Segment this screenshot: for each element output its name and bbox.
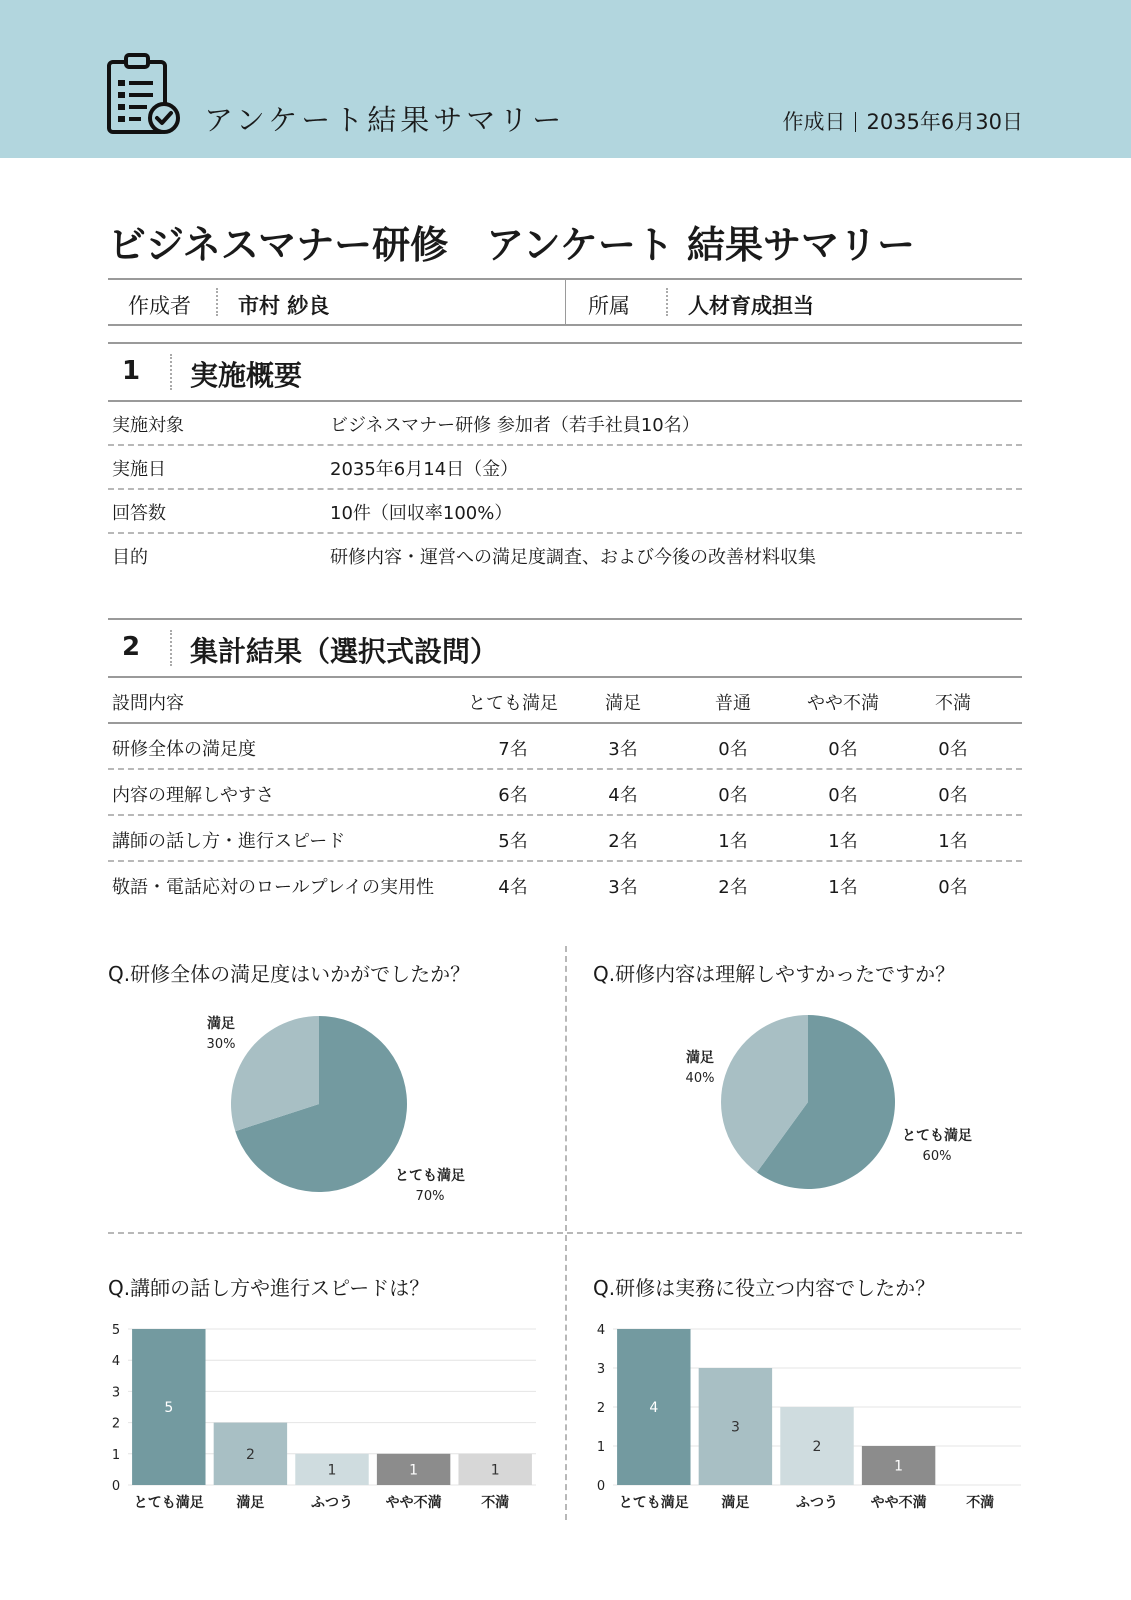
slice-percent: 30% [206, 1037, 236, 1052]
column-header: 満足 [605, 693, 641, 714]
table-row [108, 862, 1022, 906]
author-divider [565, 280, 566, 324]
table-cell: 4名 [498, 877, 528, 898]
overview-key: 実施日 [112, 459, 166, 480]
y-tick-label: 0 [111, 1479, 121, 1494]
table-row [108, 770, 1022, 816]
overview-key: 回答数 [112, 503, 166, 524]
clipboard-check-icon [106, 52, 182, 136]
table-cell: 講師の話し方・進行スピード [112, 831, 346, 852]
date-value: 2035年6月30日 [866, 110, 1023, 134]
date-label: 作成日 [782, 110, 846, 134]
section-separator [170, 354, 172, 390]
table-cell: 1名 [718, 831, 748, 852]
table-cell: 0名 [828, 739, 858, 760]
document-title: ビジネスマナー研修 アンケート 結果サマリー [108, 223, 916, 267]
table-row [108, 816, 1022, 862]
y-tick-label: 5 [111, 1323, 121, 1338]
table-cell: 7名 [498, 739, 528, 760]
column-header: 普通 [715, 693, 751, 714]
results-table [108, 678, 1022, 906]
bar-value-label: 1 [490, 1462, 500, 1479]
slice-percent: 70% [415, 1189, 445, 1204]
section-title: 実施概要 [190, 359, 303, 392]
section-2-header [108, 618, 1022, 678]
x-tick-label: ふつう [311, 1495, 353, 1511]
header-title: アンケート結果サマリー [204, 103, 566, 137]
dept-label: 所属 [588, 294, 630, 318]
pie-chart-understandability [593, 1000, 1023, 1220]
x-tick-label: とても満足 [133, 1495, 204, 1511]
chart-grid-horizontal-divider [108, 1232, 1022, 1234]
dept-value: 人材育成担当 [688, 294, 814, 318]
slice-percent: 40% [685, 1071, 715, 1086]
table-cell: 2名 [718, 877, 748, 898]
overview-key: 実施対象 [112, 415, 184, 436]
chart-title: Q.研修は実務に役立つ内容でしたか？ [593, 1276, 936, 1300]
x-tick-label: 不満 [966, 1495, 995, 1511]
table-cell: 敬語・電話応対のロールプレイの実用性 [112, 877, 435, 898]
date-separator [855, 112, 856, 132]
overview-row [108, 532, 1022, 576]
bar-value-label: 1 [894, 1458, 904, 1475]
y-tick-label: 0 [596, 1479, 606, 1494]
slice-label: 満足 [686, 1050, 714, 1066]
bar-value-label: 4 [649, 1400, 659, 1416]
table-header-row [108, 678, 1022, 724]
table-cell: 内容の理解しやすさ [112, 785, 274, 806]
author-row [108, 278, 1022, 326]
bar-value-label: 1 [409, 1462, 419, 1479]
chart-title: Q.講師の話し方や進行スピードは？ [108, 1276, 430, 1300]
overview-value: 2035年6月14日（金） [330, 459, 519, 480]
y-tick-label: 4 [596, 1323, 606, 1338]
table-cell: 0名 [718, 785, 748, 806]
x-tick-label: やや不満 [385, 1495, 442, 1511]
bar-chart-instructor-pace [108, 1315, 540, 1515]
column-header: やや不満 [807, 693, 879, 714]
section-number: 1 [122, 356, 141, 386]
table-cell: 5名 [498, 831, 528, 852]
section-title: 集計結果（選択式設問） [190, 635, 499, 668]
section-separator [170, 630, 172, 666]
y-tick-label: 2 [111, 1416, 121, 1432]
table-cell: 3名 [608, 739, 638, 760]
slice-label: とても満足 [395, 1168, 465, 1184]
chart-title: Q.研修内容は理解しやすかったですか？ [593, 962, 956, 986]
table-cell: 0名 [828, 785, 858, 806]
table-cell: 3名 [608, 877, 638, 898]
y-tick-label: 2 [596, 1401, 606, 1416]
author-label: 作成者 [128, 294, 191, 318]
bar-value-label: 2 [245, 1446, 255, 1463]
y-tick-label: 4 [111, 1354, 121, 1370]
overview-value: 10件（回収率100%） [330, 503, 513, 524]
table-cell: 1名 [938, 831, 968, 852]
table-cell: 1名 [828, 831, 858, 852]
bar-value-label: 5 [164, 1400, 174, 1416]
author-separator [216, 288, 218, 316]
overview-row [108, 488, 1022, 534]
column-header: 不満 [935, 693, 971, 714]
bar-value-label: 3 [730, 1419, 740, 1436]
bar-chart-practical-usefulness [593, 1315, 1025, 1515]
chart-title: Q.研修全体の満足度はいかがでしたか？ [108, 962, 471, 986]
slice-percent: 60% [922, 1149, 952, 1164]
table-cell: 研修全体の満足度 [112, 739, 256, 760]
header-band [0, 0, 1131, 158]
x-tick-label: ふつう [796, 1495, 838, 1511]
table-cell: 0名 [938, 739, 968, 760]
table-cell: 0名 [938, 877, 968, 898]
table-cell: 0名 [718, 739, 748, 760]
column-header: とても満足 [468, 693, 558, 714]
overview-key: 目的 [112, 547, 148, 568]
overview-row [108, 444, 1022, 490]
slice-label: とても満足 [902, 1128, 972, 1144]
y-tick-label: 3 [596, 1362, 606, 1377]
table-cell: 2名 [608, 831, 638, 852]
overview-value: 研修内容・運営への満足度調査、および今後の改善材料収集 [330, 547, 816, 568]
creation-date [782, 106, 1023, 136]
table-cell: 6名 [498, 785, 528, 806]
overview-row [108, 400, 1022, 446]
bar-value-label: 2 [812, 1439, 822, 1455]
x-tick-label: 不満 [481, 1495, 510, 1511]
pie-chart-overall-satisfaction [108, 1000, 548, 1220]
author-value: 市村 紗良 [238, 294, 330, 318]
dept-separator [666, 288, 668, 316]
column-header: 設問内容 [112, 693, 184, 714]
x-tick-label: 満足 [236, 1495, 265, 1511]
y-tick-label: 3 [111, 1385, 121, 1401]
table-cell: 1名 [828, 877, 858, 898]
overview-value: ビジネスマナー研修 参加者（若手社員10名） [330, 415, 700, 436]
bar-value-label: 1 [327, 1462, 337, 1479]
x-tick-label: 満足 [721, 1495, 750, 1511]
section-number: 2 [122, 632, 141, 662]
y-tick-label: 1 [111, 1447, 121, 1463]
table-cell: 4名 [608, 785, 638, 806]
y-tick-label: 1 [596, 1440, 606, 1455]
section-1-header [108, 342, 1022, 402]
table-cell: 0名 [938, 785, 968, 806]
table-row [108, 724, 1022, 770]
slice-label: 満足 [207, 1016, 235, 1032]
x-tick-label: やや不満 [870, 1495, 927, 1511]
x-tick-label: とても満足 [618, 1495, 689, 1511]
